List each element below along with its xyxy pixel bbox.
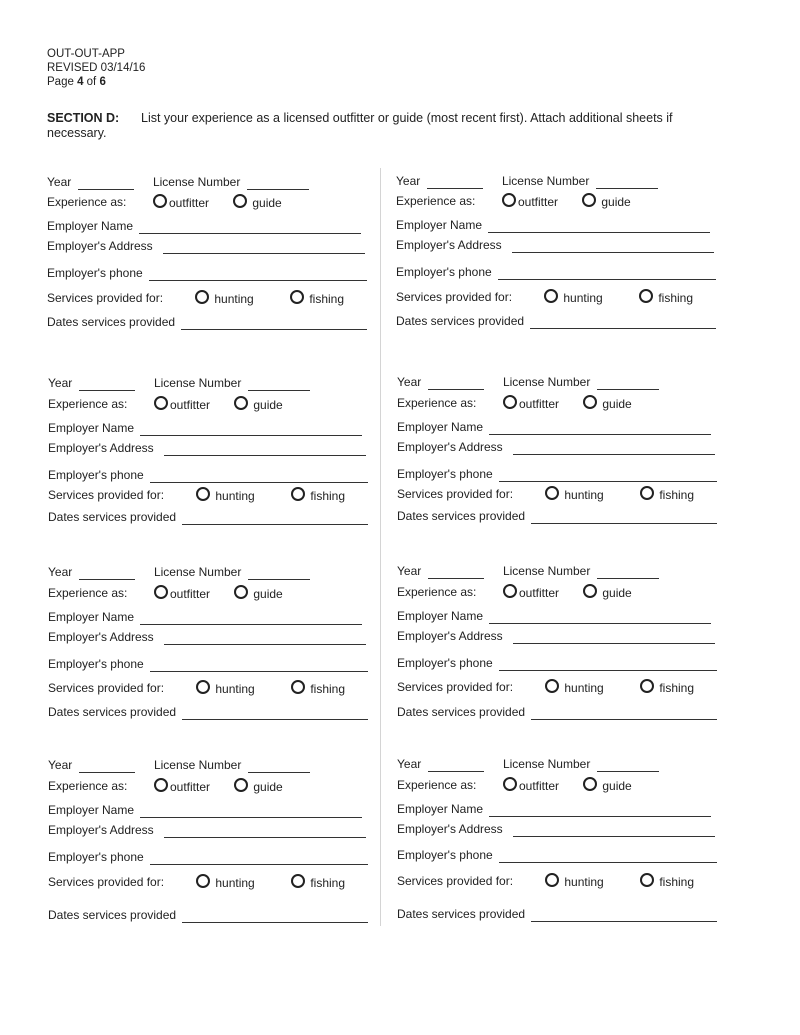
experience-as-label: Experience as: [48,397,128,411]
dates-label: Dates services provided [47,315,176,329]
employer-name-field[interactable] [140,612,362,625]
employer-name-row [396,217,710,233]
fishing-option[interactable] [290,290,344,307]
experience-as-label: Experience as: [48,586,128,600]
experience-as-row [397,395,719,411]
fishing-option[interactable] [640,873,694,890]
experience-entry [48,757,370,922]
employer-address-row [396,237,714,253]
page-of: of [83,76,100,88]
employer-name-field[interactable] [489,422,711,435]
dates-field[interactable] [181,317,367,330]
hunting-option[interactable] [196,874,255,891]
guide-label: guide [252,196,282,210]
experience-as-label: Experience as: [397,396,477,410]
dates-label: Dates services provided [397,509,526,523]
fishing-label: fishing [310,682,346,696]
employer-address-label: Employer's Address [397,629,503,643]
experience-as-label: Experience as: [397,778,477,792]
guide-label: guide [253,780,283,794]
hunting-label: hunting [564,681,604,695]
guide-option[interactable] [234,396,283,413]
outfitter-radio[interactable] [153,194,167,208]
dates-label: Dates services provided [48,705,177,719]
dates-row [397,704,717,720]
year-field[interactable] [79,567,135,580]
hunting-radio[interactable] [195,290,209,304]
experience-as-row [48,396,370,412]
license-number-field[interactable] [248,378,310,391]
guide-radio[interactable] [234,585,248,599]
year-field[interactable] [79,760,135,773]
outfitter-label: outfitter [519,397,560,411]
employer-phone-row [48,656,368,672]
employer-name-row [47,218,361,234]
license-number-field[interactable] [247,177,309,190]
hunting-radio[interactable] [196,487,210,501]
year-field[interactable] [428,566,484,579]
year-label: Year [396,174,421,188]
guide-option[interactable] [583,584,632,601]
dates-field[interactable] [182,707,368,720]
guide-label: guide [253,587,283,601]
employer-address-field[interactable] [163,241,365,254]
year-label: Year [48,565,73,579]
outfitter-option[interactable] [153,194,209,211]
guide-label: guide [602,779,632,793]
license-number-label: License Number [153,565,242,579]
year-field[interactable] [78,177,134,190]
dates-label: Dates services provided [396,314,525,328]
experience-entry [48,564,370,724]
license-number-field[interactable] [597,759,659,772]
outfitter-label: outfitter [169,196,210,210]
employer-phone-field[interactable] [150,470,368,483]
experience-entry [397,563,719,723]
outfitter-radio[interactable] [503,584,517,598]
employer-name-label: Employer Name [48,803,135,817]
services-row [396,289,718,305]
dates-label: Dates services provided [397,705,526,719]
employer-address-label: Employer's Address [397,440,503,454]
experience-as-row [48,585,370,601]
employer-name-row [397,419,711,435]
hunting-label: hunting [215,876,255,890]
dates-row [397,508,717,524]
hunting-label: hunting [564,875,604,889]
experience-as-label: Experience as: [396,194,476,208]
employer-phone-row [47,265,367,281]
services-provided-label: Services provided for: [397,874,514,888]
fishing-radio[interactable] [291,487,305,501]
employer-name-field[interactable] [139,221,361,234]
hunting-radio[interactable] [545,486,559,500]
employer-phone-label: Employer's phone [48,468,144,482]
hunting-option[interactable] [545,873,604,890]
employer-phone-row [397,466,717,482]
employer-phone-label: Employer's phone [48,850,144,864]
column-divider [380,168,381,926]
fishing-radio[interactable] [640,486,654,500]
hunting-option[interactable] [545,679,604,696]
employer-phone-label: Employer's phone [397,467,493,481]
employer-name-label: Employer Name [48,421,135,435]
employer-phone-row [397,655,717,671]
fishing-radio[interactable] [640,873,654,887]
license-number-label: License Number [502,564,591,578]
experience-entry [397,374,719,534]
employer-phone-field[interactable] [150,659,368,672]
experience-entry [396,173,718,333]
hunting-radio[interactable] [196,874,210,888]
employer-address-label: Employer's Address [396,238,502,252]
document-header [47,47,145,89]
employer-phone-row [48,849,368,865]
employer-address-field[interactable] [164,443,366,456]
hunting-label: hunting [214,292,254,306]
services-provided-label: Services provided for: [48,488,165,502]
employer-name-field[interactable] [489,804,711,817]
employer-phone-field[interactable] [499,850,717,863]
employer-address-row [48,822,366,838]
year-label: Year [397,375,422,389]
revision-date: REVISED 03/14/16 [47,62,146,74]
dates-row [396,313,716,329]
outfitter-radio[interactable] [503,395,517,409]
experience-entry [397,756,719,921]
employer-name-label: Employer Name [48,610,135,624]
employer-address-label: Employer's Address [48,441,154,455]
services-provided-label: Services provided for: [48,875,165,889]
employer-phone-field[interactable] [499,469,717,482]
services-provided-label: Services provided for: [397,487,514,501]
hunting-option[interactable] [196,487,255,504]
outfitter-radio[interactable] [154,778,168,792]
guide-label: guide [602,586,632,600]
dates-row [48,509,368,525]
dates-field[interactable] [182,910,368,923]
fishing-radio[interactable] [640,679,654,693]
services-row [397,873,719,889]
dates-label: Dates services provided [397,907,526,921]
fishing-label: fishing [659,681,695,695]
employer-phone-label: Employer's phone [48,657,144,671]
hunting-radio[interactable] [544,289,558,303]
experience-entry [48,375,370,535]
services-provided-label: Services provided for: [396,290,513,304]
dates-field[interactable] [182,512,368,525]
dates-row [47,314,367,330]
outfitter-option[interactable] [502,193,558,210]
license-number-label: License Number [502,375,591,389]
employer-name-row [48,802,362,818]
experience-as-row [48,778,370,794]
license-number-field[interactable] [248,760,310,773]
year-license-row [48,564,310,580]
year-field[interactable] [428,377,484,390]
year-field[interactable] [79,378,135,391]
employer-address-field[interactable] [512,240,714,253]
experience-as-label: Experience as: [48,779,128,793]
year-license-row [397,563,659,579]
page-current: 4 [77,76,84,88]
hunting-radio[interactable] [196,680,210,694]
experience-as-row [47,194,369,210]
section-instructions: List your experience as a licensed outfitter or guide (most recent first). Attach additional sheets if necessary. [47,111,673,140]
year-field[interactable] [427,176,483,189]
year-license-row [396,173,658,189]
employer-name-label: Employer Name [397,609,484,623]
services-row [48,874,370,890]
hunting-option[interactable] [545,486,604,503]
outfitter-option[interactable] [154,778,210,795]
services-row [397,679,719,695]
hunting-option[interactable] [195,290,254,307]
employer-address-row [48,440,366,456]
year-license-row [397,374,659,390]
employer-address-field[interactable] [513,442,715,455]
employer-name-row [397,801,711,817]
services-provided-label: Services provided for: [397,680,514,694]
fishing-option[interactable] [640,679,694,696]
fishing-label: fishing [659,875,695,889]
license-number-label: License Number [152,175,241,189]
outfitter-label: outfitter [519,586,560,600]
fishing-label: fishing [658,291,694,305]
employer-address-row [397,628,715,644]
hunting-label: hunting [215,489,255,503]
dates-field[interactable] [530,316,716,329]
employer-name-field[interactable] [140,805,362,818]
guide-option[interactable] [583,777,632,794]
fishing-option[interactable] [291,874,345,891]
fishing-option[interactable] [291,680,345,697]
services-provided-label: Services provided for: [47,291,164,305]
year-label: Year [47,175,72,189]
employer-address-field[interactable] [513,824,715,837]
year-label: Year [48,376,73,390]
guide-radio[interactable] [234,396,248,410]
employer-address-label: Employer's Address [48,630,154,644]
dates-row [397,906,717,922]
employer-name-field[interactable] [140,423,362,436]
fishing-radio[interactable] [291,874,305,888]
fishing-label: fishing [310,489,346,503]
dates-label: Dates services provided [48,908,177,922]
fishing-radio[interactable] [639,289,653,303]
guide-option[interactable] [234,778,283,795]
guide-option[interactable] [234,585,283,602]
dates-field[interactable] [531,511,717,524]
experience-as-row [396,193,718,209]
hunting-option[interactable] [196,680,255,697]
experience-as-label: Experience as: [47,195,127,209]
license-number-field[interactable] [248,567,310,580]
fishing-option[interactable] [640,486,694,503]
outfitter-option[interactable] [503,395,559,412]
guide-radio[interactable] [582,193,596,207]
year-license-row [48,375,310,391]
license-number-label: License Number [153,758,242,772]
employer-address-field[interactable] [164,632,366,645]
hunting-label: hunting [564,488,604,502]
outfitter-label: outfitter [518,195,559,209]
hunting-radio[interactable] [545,679,559,693]
employer-phone-field[interactable] [149,268,367,281]
outfitter-option[interactable] [503,584,559,601]
guide-radio[interactable] [583,395,597,409]
employer-address-label: Employer's Address [47,239,153,253]
employer-address-row [48,629,366,645]
guide-label: guide [601,195,631,209]
experience-entry [47,174,369,334]
employer-address-label: Employer's Address [48,823,154,837]
outfitter-radio[interactable] [154,396,168,410]
employer-address-row [397,821,715,837]
services-provided-label: Services provided for: [48,681,165,695]
services-row [48,680,370,696]
dates-field[interactable] [531,707,717,720]
guide-radio[interactable] [233,194,247,208]
employer-name-row [48,609,362,625]
employer-address-row [397,439,715,455]
guide-label: guide [602,397,632,411]
year-label: Year [397,757,422,771]
employer-name-label: Employer Name [396,218,483,232]
fishing-radio[interactable] [290,290,304,304]
outfitter-radio[interactable] [503,777,517,791]
fishing-option[interactable] [291,487,345,504]
guide-label: guide [253,398,283,412]
hunting-radio[interactable] [545,873,559,887]
year-label: Year [48,758,73,772]
section-label: SECTION D: [47,111,120,125]
employer-phone-field[interactable] [499,658,717,671]
employer-address-field[interactable] [513,631,715,644]
employer-phone-row [396,264,716,280]
employer-name-row [397,608,711,624]
fishing-label: fishing [310,876,346,890]
employer-phone-field[interactable] [498,267,716,280]
employer-phone-row [397,847,717,863]
employer-address-row [47,238,365,254]
outfitter-label: outfitter [170,780,211,794]
services-row [48,487,370,503]
fishing-option[interactable] [639,289,693,306]
outfitter-label: outfitter [170,587,211,601]
services-row [397,486,719,502]
experience-as-row [397,584,719,600]
employer-phone-label: Employer's phone [396,265,492,279]
hunting-label: hunting [215,682,255,696]
services-row [47,290,369,306]
hunting-label: hunting [563,291,603,305]
hunting-option[interactable] [544,289,603,306]
license-number-field[interactable] [597,377,659,390]
license-number-field[interactable] [596,176,658,189]
outfitter-radio[interactable] [154,585,168,599]
employer-name-field[interactable] [489,611,711,624]
outfitter-label: outfitter [170,398,211,412]
employer-phone-row [48,467,368,483]
year-license-row [397,756,659,772]
year-license-row [48,757,310,773]
outfitter-option[interactable] [503,777,559,794]
experience-as-row [397,777,719,793]
employer-name-label: Employer Name [397,420,484,434]
fishing-radio[interactable] [291,680,305,694]
employer-phone-label: Employer's phone [397,656,493,670]
employer-phone-label: Employer's phone [397,848,493,862]
year-license-row [47,174,309,190]
guide-radio[interactable] [234,778,248,792]
dates-label: Dates services provided [48,510,177,524]
employer-phone-field[interactable] [150,852,368,865]
dates-field[interactable] [531,909,717,922]
fishing-label: fishing [309,292,345,306]
license-number-field[interactable] [597,566,659,579]
employer-address-field[interactable] [164,825,366,838]
dates-row [48,907,368,923]
outfitter-label: outfitter [519,779,560,793]
employer-address-label: Employer's Address [397,822,503,836]
dates-row [48,704,368,720]
guide-option[interactable] [583,395,632,412]
license-number-label: License Number [153,376,242,390]
year-label: Year [397,564,422,578]
fishing-label: fishing [659,488,695,502]
guide-radio[interactable] [583,584,597,598]
outfitter-radio[interactable] [502,193,516,207]
employer-name-row [48,420,362,436]
employer-name-field[interactable] [488,220,710,233]
year-field[interactable] [428,759,484,772]
guide-option[interactable] [233,194,282,211]
section-d-heading [47,111,727,141]
guide-radio[interactable] [583,777,597,791]
employer-name-label: Employer Name [397,802,484,816]
license-number-label: License Number [501,174,590,188]
experience-as-label: Experience as: [397,585,477,599]
employer-phone-label: Employer's phone [47,266,143,280]
form-id: OUT-OUT-APP [47,48,125,60]
guide-option[interactable] [582,193,631,210]
page-number [47,75,145,89]
outfitter-option[interactable] [154,396,210,413]
page-prefix: Page [47,76,78,88]
license-number-label: License Number [502,757,591,771]
employer-name-label: Employer Name [47,219,134,233]
page-total: 6 [99,76,106,88]
outfitter-option[interactable] [154,585,210,602]
